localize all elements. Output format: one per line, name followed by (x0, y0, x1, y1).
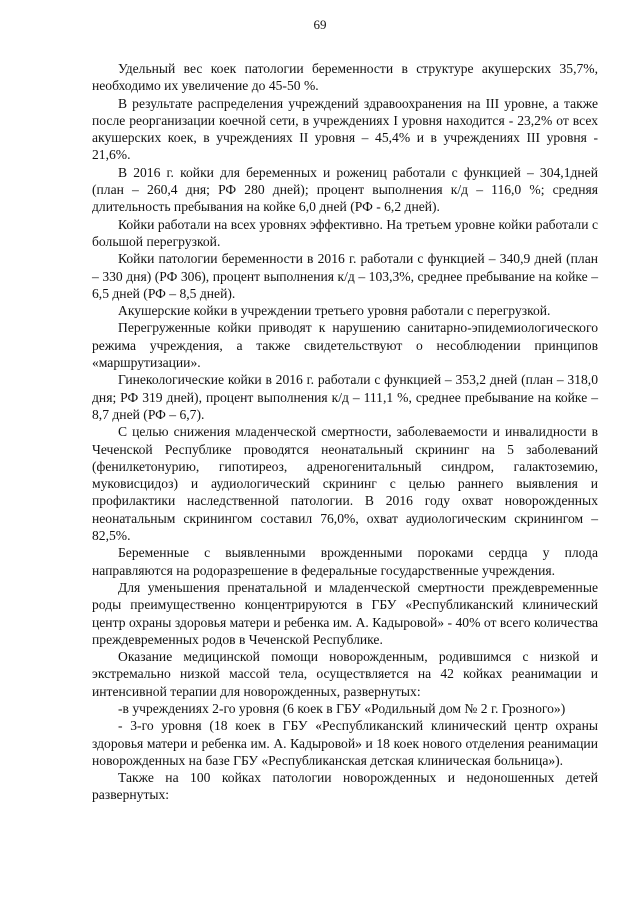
list-item: - 3-го уровня (18 коек в ГБУ «Республиканский клинический центр охраны здоровья матери и ребенка им. А. Кадыровой» и 18 коек нового отделения реанимации новорожденных на базе ГБУ «Республиканская детская клиническая больница»). (92, 718, 598, 768)
paragraph: Гинекологические койки в 2016 г. работали с функцией – 353,2 дней (план – 318,0 дня; РФ 319 дней), процент выполнения к/д – 111,1 %, среднее пребывание на койке – 8,7 дней (РФ – 6,7). (92, 372, 598, 422)
paragraph: Койки работали на всех уровнях эффективно. На третьем уровне койки работали с большой перегрузкой. (92, 216, 598, 249)
page-number: 69 (313, 17, 327, 32)
paragraph: Перегруженные койки приводят к нарушению санитарно-эпидемиологического режима учреждения, а также свидетельствуют о несоблюдении принципов «маршрутизации». (92, 320, 598, 371)
paragraph: Беременные с выявленными врожденными пороками сердца у плода направляются на родоразрешение в федеральные государственные учреждения. (92, 545, 598, 578)
paragraph: Удельный вес коек патологии беременности в структуре акушерских 35,7%, необходимо их увеличение до 45-50 %. (92, 61, 598, 94)
list-item: -в учреждениях 2-го уровня (6 коек в ГБУ «Родильный дом № 2 г. Грозного») (118, 700, 566, 716)
paragraph: В результате распределения учреждений здравоохранения на III уровне, а также после реорганизации коечной сети, в учреждениях I уровня находится - 23,2% от всех акушерских коек, в учреждениях II уровня – 45,4% и в учреждениях III уровня - 21,6%. (92, 95, 598, 163)
paragraph: Оказание медицинской помощи новорожденным, родившимся с низкой и экстремально низкой массой тела, осуществляется на 42 койках реанимации и интенсивной терапии для новорожденных, развернутых: (92, 649, 598, 699)
paragraph: Койки патологии беременности в 2016 г. работали с функцией – 340,9 дней (план – 330 дня) (РФ 306), процент выполнения к/д – 103,3%, среднее пребывание на койке – 6,5 дней (РФ – 8,5 дней). (92, 251, 598, 301)
paragraph: С целью снижения младенческой смертности, заболеваемости и инвалидности в Чеченской Республике проводятся неонатальный скрининг на 5 заболеваний (фенилкетонурию, гипотиреоз, адреногенитальный синдром, галактоземию, муковисцидоз) и аудиологический скрининг с целью раннего выявления и профилактики наследственной патологии. В 2016 году охват новорожденных неонатальным скринингом составил 76,0%, охват аудиологическим скринингом – 82,5%. (92, 424, 598, 544)
paragraph: Акушерские койки в учреждении третьего уровня работали с перегрузкой. (118, 303, 551, 319)
paragraph: Также на 100 койках патологии новорожденных и недоношенных детей развернутых: (92, 770, 598, 803)
paragraph: Для уменьшения пренатальной и младенческой смертности преждевременные роды преимущественно концентрируются в ГБУ «Республиканский клинический центр охраны здоровья матери и ребенка им. А. Кадыровой» - 40% от всего количества преждевременных родов в Чеченской Республике. (92, 579, 598, 647)
paragraph: В 2016 г. койки для беременных и рожениц работали с функцией – 304,1дней (план – 260,4 дня; РФ 280 дней); процент выполнения к/д – 116,0 %; средняя длительность пребывания на койке 6,0 дней (РФ - 6,2 дней). (92, 164, 598, 215)
document-body (92, 60, 598, 804)
